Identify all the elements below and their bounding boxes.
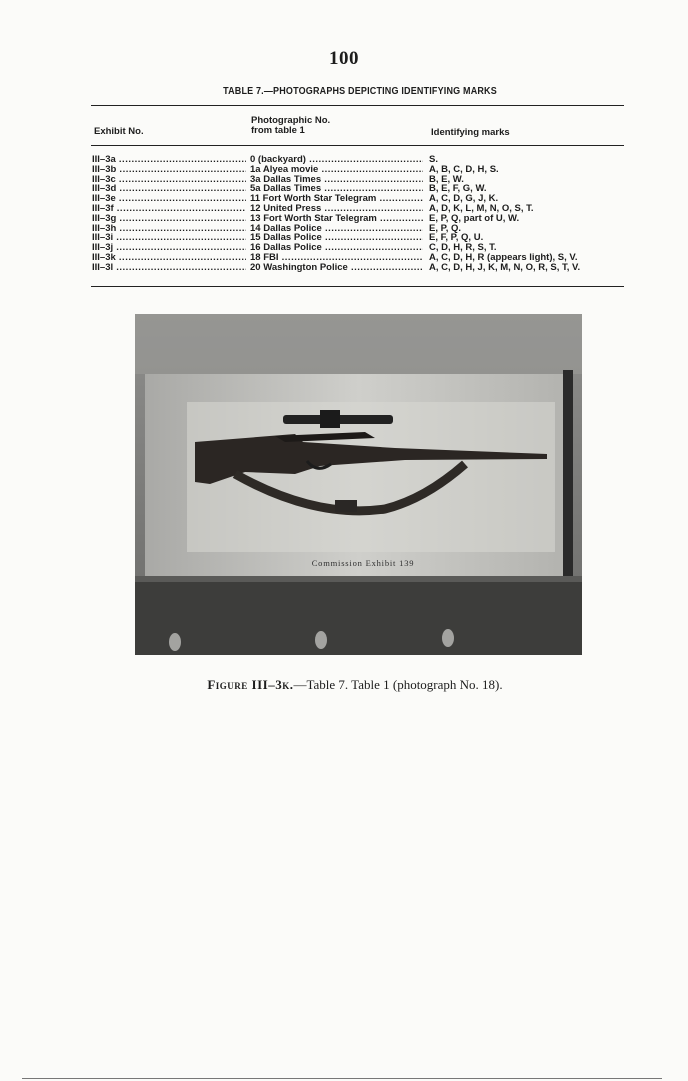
header-photographic-no-line2: from table 1 xyxy=(251,125,305,136)
table-body xyxy=(92,155,632,273)
cell-exhibit: III–3c ..... xyxy=(92,175,246,185)
cell-marks: A, C, D, G, J, K. xyxy=(429,193,499,205)
cell-marks: B, E, F, G, W. xyxy=(429,183,487,195)
table-row xyxy=(92,184,632,194)
cell-photo: 11 Fort Worth Star Telegram ..... xyxy=(250,194,423,204)
cell-marks: A, C, D, H, R (appears light), S, V. xyxy=(429,251,578,263)
table-row xyxy=(92,155,632,165)
table-row xyxy=(92,165,632,175)
cell-exhibit: III–3f ..... xyxy=(92,204,246,214)
cell-photo: 13 Fort Worth Star Telegram ..... xyxy=(250,214,423,224)
figure-caption-label: Figure III–3k. xyxy=(207,677,294,692)
rifle-photograph xyxy=(135,314,582,655)
cell-exhibit: III–3b ..... xyxy=(92,165,246,175)
cell-marks: S. xyxy=(429,154,438,165)
cell-marks: E, P, Q, part of U, W. xyxy=(429,212,520,224)
table-row xyxy=(92,263,632,273)
table-bottom-rule xyxy=(91,286,624,287)
cell-marks: B, E, W. xyxy=(429,173,464,185)
cell-exhibit: III–3a ..... xyxy=(92,155,246,165)
cell-exhibit: III–3d ..... xyxy=(92,184,246,194)
cell-exhibit: III–3h ..... xyxy=(92,224,246,234)
cell-marks: A, D, K, L, M, N, O, S, T. xyxy=(429,202,534,214)
exhibit-label: Commission Exhibit 139 xyxy=(311,558,415,568)
cell-exhibit: III–3i ..... xyxy=(92,233,246,243)
table-row xyxy=(92,194,632,204)
cell-photo: 16 Dallas Police ..... xyxy=(250,243,423,253)
header-photographic-no-line1: Photographic No. xyxy=(251,115,331,126)
table-shadow xyxy=(135,580,582,655)
page-bottom-rule xyxy=(22,1078,662,1079)
table-row xyxy=(92,214,632,224)
table-row xyxy=(92,204,632,214)
table-title: TABLE 7.—PHOTOGRAPHS DEPICTING IDENTIFYING MARKS xyxy=(223,86,497,97)
cell-photo: 18 FBI ..... xyxy=(250,253,423,263)
table-row xyxy=(92,233,632,243)
rifle-photo-svg xyxy=(135,314,582,655)
cell-marks: C, D, H, R, S, T. xyxy=(429,242,497,254)
table-row xyxy=(92,175,632,185)
header-identifying-marks: Identifying marks xyxy=(431,127,510,138)
cell-marks: E, P, Q. xyxy=(429,222,462,234)
cell-exhibit: III–3g ..... xyxy=(92,214,246,224)
cell-marks: A, B, C, D, H, S. xyxy=(429,163,499,175)
cell-exhibit: III–3k ..... xyxy=(92,253,246,263)
board-post xyxy=(563,370,573,584)
table-row xyxy=(92,224,632,234)
cell-photo: 5a Dallas Times ..... xyxy=(250,184,423,194)
cell-exhibit: III–3j ..... xyxy=(92,243,246,253)
cell-photo: 14 Dallas Police ..... xyxy=(250,224,423,234)
cell-photo: 20 Washington Police ..... xyxy=(250,263,423,273)
figure-caption xyxy=(0,677,688,693)
cell-exhibit: III–3l ..... xyxy=(92,263,246,273)
cell-photo: 0 (backyard) ..... xyxy=(250,155,423,165)
cell-photo: 1a Alyea movie ..... xyxy=(250,165,423,175)
table-top-rule xyxy=(91,105,624,106)
cell-exhibit: III–3e ..... xyxy=(92,194,246,204)
header-photographic-no xyxy=(251,116,330,136)
figure-caption-text: —Table 7. Table 1 (photograph No. 18). xyxy=(293,677,503,692)
header-exhibit: Exhibit No. xyxy=(94,126,144,137)
cell-photo: 12 United Press ..... xyxy=(250,204,423,214)
cell-marks: A, C, D, H, J, K, M, N, O, R, S, T, V. xyxy=(429,261,581,273)
page-number: 100 xyxy=(329,48,359,69)
table-header-rule xyxy=(91,145,624,146)
cell-marks: E, F, P, Q, U. xyxy=(429,232,484,244)
cell-photo: 15 Dallas Police ..... xyxy=(250,233,423,243)
cell-photo: 3a Dallas Times ..... xyxy=(250,175,423,185)
